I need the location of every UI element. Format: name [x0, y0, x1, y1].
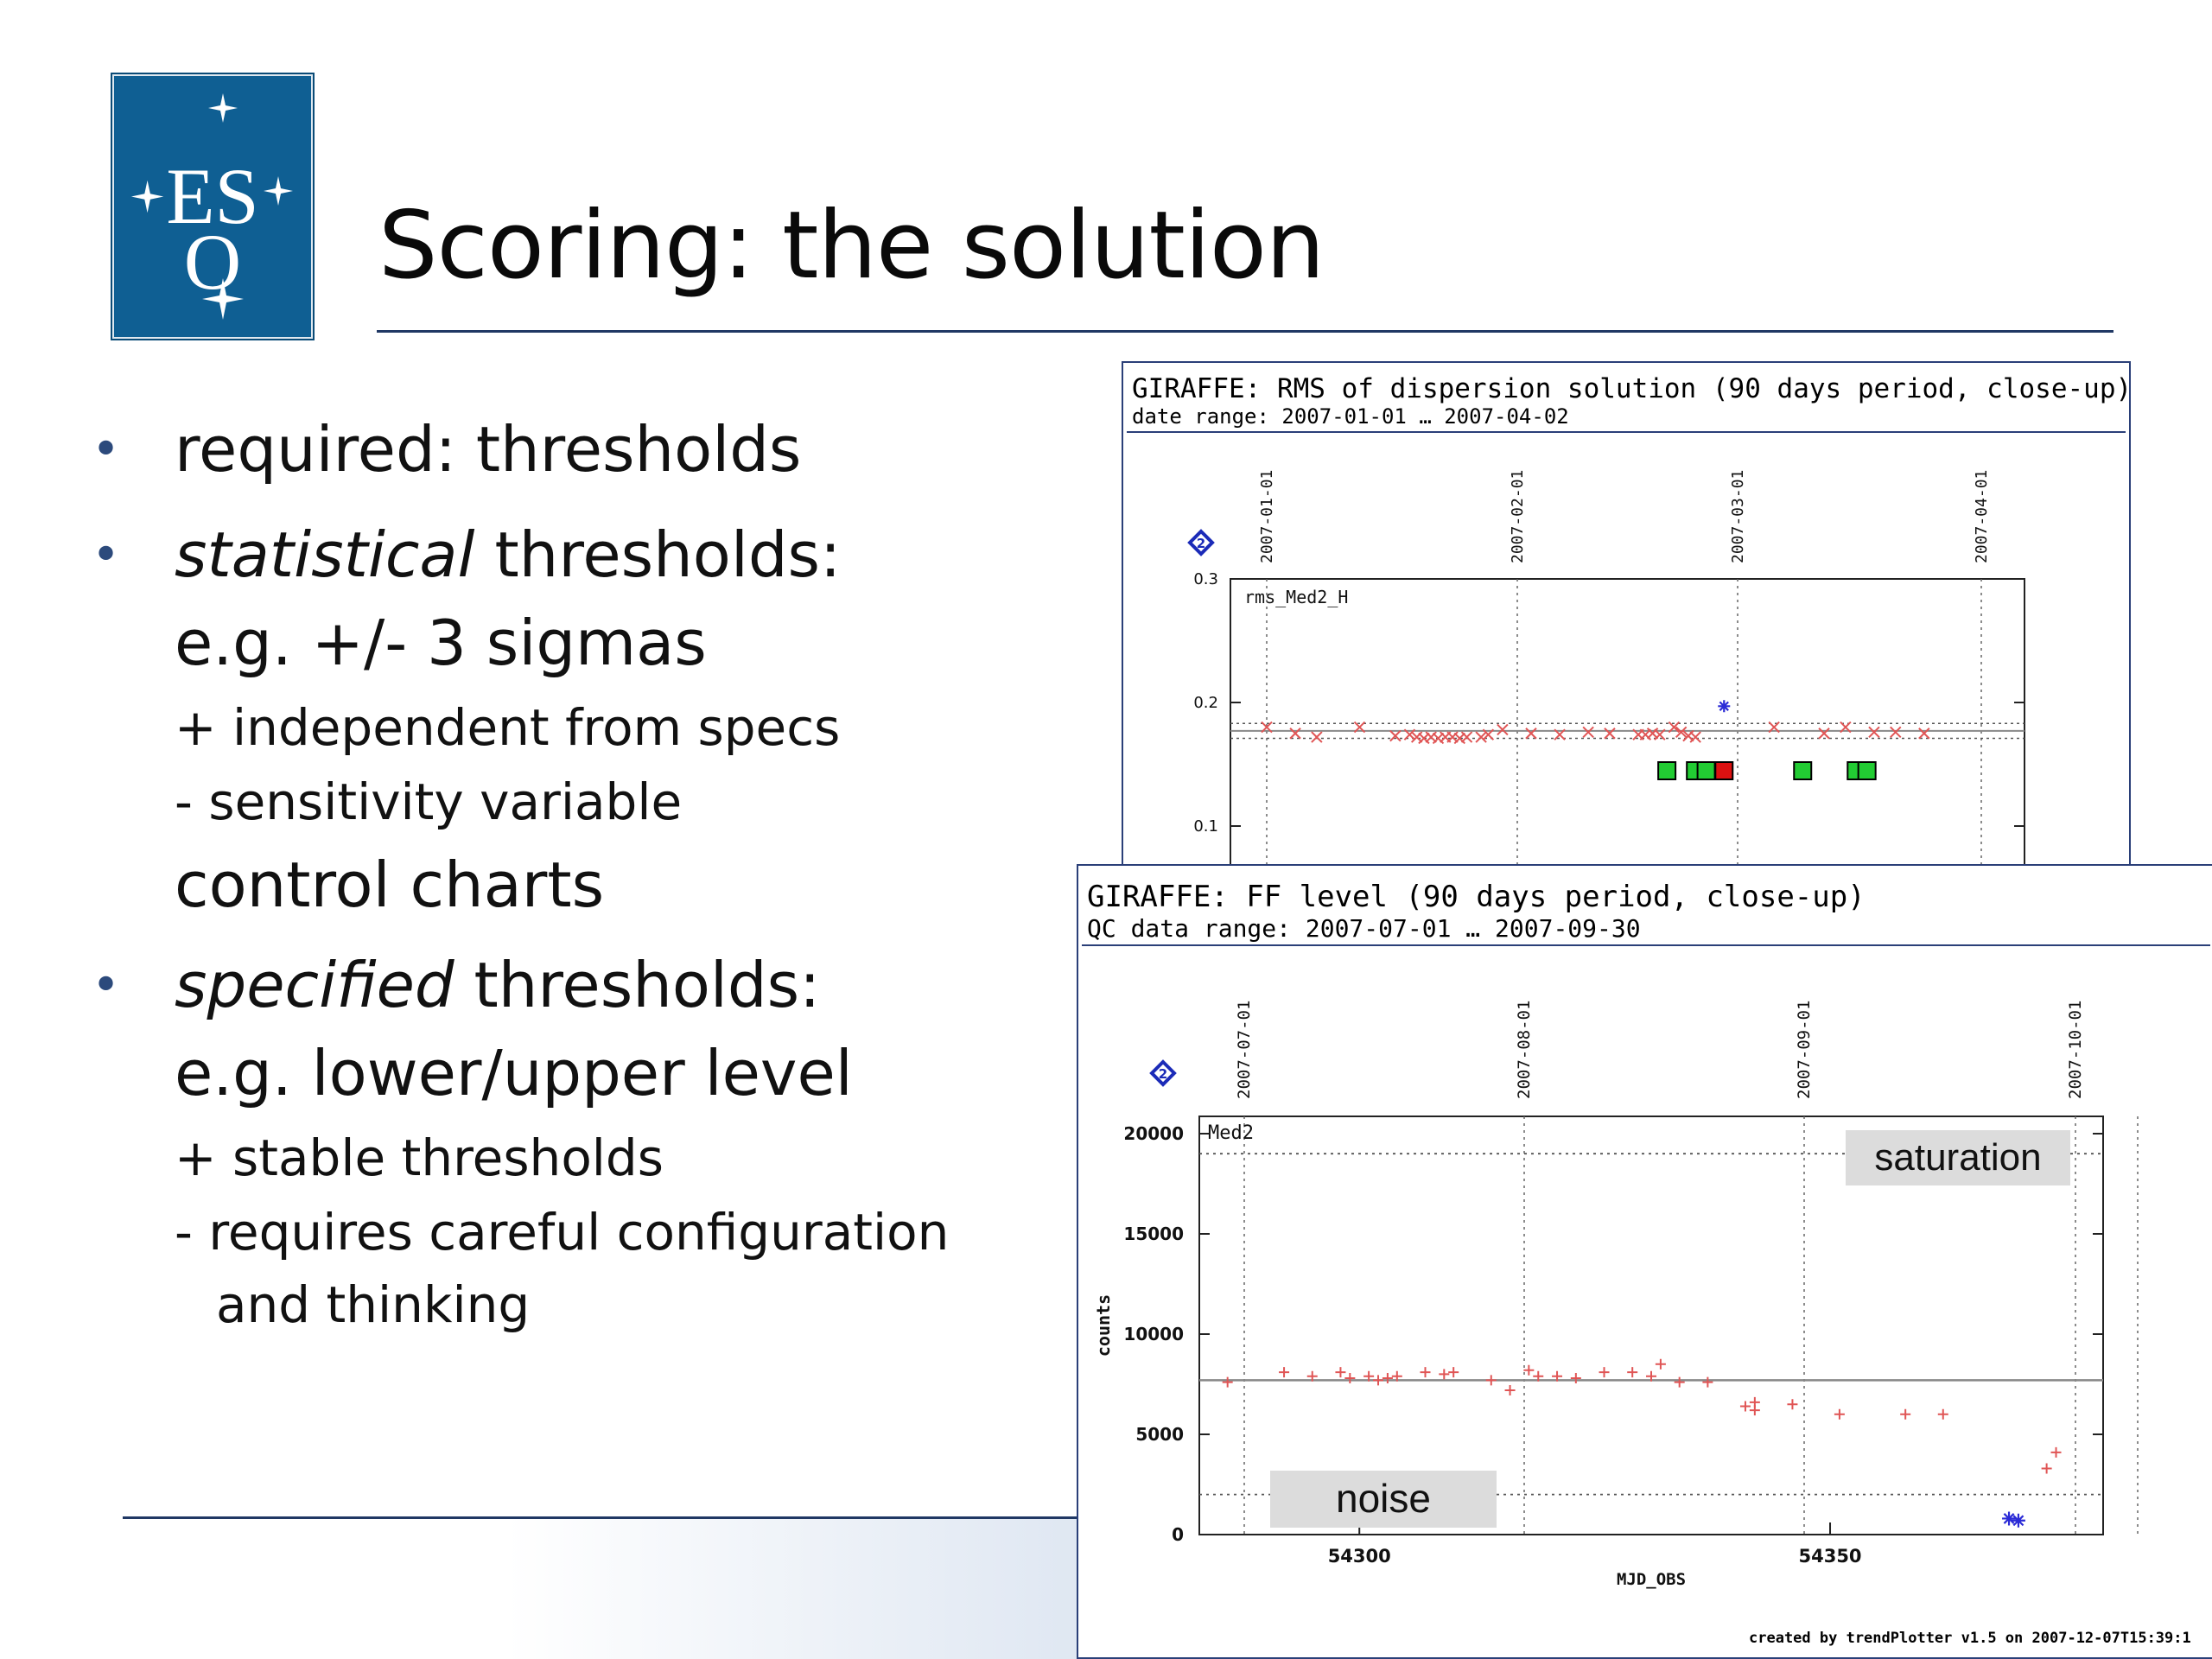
rms-score-marker — [1658, 762, 1675, 779]
rms-data-point — [1462, 732, 1472, 742]
ff-noise-label: noise — [1336, 1476, 1431, 1521]
ff-y-tick-label: 0 — [1172, 1524, 1184, 1545]
slide-title: Scoring: the solution — [378, 192, 1325, 300]
rms-y-tick-label: 0.3 — [1193, 570, 1218, 588]
ff-y-tick-label: 20000 — [1123, 1123, 1184, 1144]
ff-plot-canvas — [1078, 866, 2212, 1657]
rms-data-point — [1919, 728, 1929, 739]
bullet-3-line: + stable thresholds — [175, 1128, 664, 1187]
ff-data-point — [1834, 1409, 1845, 1420]
title-rule — [377, 330, 2113, 333]
ff-data-point — [1523, 1365, 1534, 1376]
ff-date-tick-label: 2007-09-01 — [1795, 1000, 1814, 1099]
ff-data-point — [1223, 1377, 1233, 1388]
bottom-rule — [123, 1516, 1082, 1519]
rms-info-icon-glyph: 2 — [1196, 536, 1206, 551]
ff-x-tick-label: 54350 — [1798, 1546, 1862, 1567]
bullet-2-line: control charts — [175, 849, 605, 921]
rms-date-tick-label: 2007-02-01 — [1509, 469, 1527, 563]
rms-data-point — [1290, 728, 1300, 739]
ff-y-tick-label: 10000 — [1123, 1324, 1184, 1344]
rms-date-tick-label: 2007-03-01 — [1729, 469, 1747, 563]
rms-data-point — [1526, 728, 1536, 739]
ff-data-point — [1279, 1367, 1289, 1377]
rms-plot-canvas — [1123, 363, 2129, 866]
bullet-dot: • — [92, 422, 121, 478]
ff-date-tick-label: 2007-08-01 — [1515, 1000, 1534, 1099]
rms-score-marker — [1715, 762, 1732, 779]
ff-data-point — [1448, 1367, 1459, 1377]
ff-plot-subtitle: QC data range: 2007-07-01 … 2007-09-30 — [1087, 914, 1641, 943]
ff-data-point — [1900, 1409, 1910, 1420]
ff-data-point — [2051, 1447, 2062, 1458]
ff-data-point — [1421, 1367, 1431, 1377]
ff-data-point — [1750, 1405, 1760, 1415]
bottom-gradient — [123, 1517, 1082, 1659]
ff-data-point — [1938, 1409, 1948, 1420]
ff-date-tick-label: 2007-07-01 — [1235, 1000, 1254, 1099]
rms-data-point — [1583, 727, 1593, 737]
bullet-3-line: and thinking — [216, 1275, 531, 1334]
ff-plot-title: GIRAFFE: FF level (90 days period, close-up) — [1087, 880, 1866, 914]
ff-data-point — [1486, 1375, 1497, 1385]
rms-plot — [1122, 361, 2131, 868]
bullet-3-lead-italic: specified — [175, 949, 454, 1021]
rms-y-tick-label: 0.1 — [1193, 817, 1218, 836]
bullet-3-line: - requires careful configuration — [175, 1203, 950, 1262]
ff-data-point — [1373, 1375, 1383, 1385]
bullet-1-text: required: thresholds — [175, 413, 802, 486]
rms-score-marker — [1698, 762, 1715, 779]
bullet-2-lead-italic: statistical — [175, 518, 475, 591]
ff-data-point — [1787, 1399, 1797, 1409]
rms-data-point — [1891, 727, 1901, 737]
ff-y-tick-label: 15000 — [1123, 1224, 1184, 1244]
ff-outlier-point — [2012, 1514, 2025, 1528]
bullet-2-line: + independent from specs — [175, 698, 841, 757]
ff-data-point — [1505, 1385, 1516, 1395]
bullet-3-lead-rest: thresholds: — [454, 949, 821, 1021]
ff-y-axis-label: counts — [1093, 1294, 1114, 1357]
ff-data-point — [1344, 1373, 1355, 1383]
rms-outlier-point — [1718, 700, 1730, 712]
bullet-2-line: e.g. +/- 3 sigmas — [175, 607, 707, 679]
rms-score-marker — [1859, 762, 1876, 779]
rms-data-point — [1690, 732, 1700, 742]
rms-date-tick-label: 2007-04-01 — [1973, 469, 1991, 563]
ff-data-point — [1627, 1367, 1637, 1377]
bullet-2-lead — [175, 518, 841, 591]
bullet-2-line: - sensitivity variable — [175, 772, 683, 831]
ff-data-point — [1382, 1373, 1393, 1383]
rms-panel-label: rms_Med2_H — [1244, 587, 1349, 607]
bullet-3-line: e.g. lower/upper level — [175, 1037, 853, 1109]
rms-data-point — [1869, 727, 1879, 737]
bullet-3-lead — [175, 949, 820, 1021]
logo-text: ES — [166, 152, 259, 240]
ff-data-point — [1702, 1377, 1713, 1388]
rms-score-marker — [1794, 762, 1811, 779]
ff-data-point — [1439, 1369, 1449, 1379]
bullet-dot: • — [92, 957, 121, 1014]
rms-data-point — [1819, 728, 1829, 739]
ff-x-axis-label: MJD_OBS — [1616, 1570, 1687, 1589]
bullet-dot: • — [92, 527, 121, 583]
rms-data-point — [1497, 724, 1508, 734]
ff-outlier-point — [2002, 1511, 2016, 1525]
rms-data-point — [1605, 728, 1615, 739]
rms-y-tick-label: 0.2 — [1193, 694, 1218, 712]
ff-date-tick-label: 2007-10-01 — [2066, 1000, 2085, 1099]
ff-saturation-label: saturation — [1874, 1136, 2042, 1179]
ff-panel-label: Med2 — [1208, 1122, 1254, 1144]
rms-date-tick-label: 2007-01-01 — [1258, 469, 1276, 563]
ff-y-tick-label: 5000 — [1135, 1424, 1184, 1445]
ff-info-icon-glyph: 2 — [1158, 1066, 1168, 1082]
ff-data-point — [1335, 1367, 1345, 1377]
rms-plot-frame — [1230, 579, 2024, 866]
ff-plot — [1077, 864, 2212, 1659]
svg-text:O: O — [183, 218, 242, 306]
rms-data-point — [1390, 731, 1401, 741]
rms-data-point — [1312, 732, 1322, 742]
ff-data-point — [1675, 1377, 1685, 1388]
ff-plot-footer: created by trendPlotter v1.5 on 2007-12-07T15:39:1 — [1749, 1630, 2191, 1647]
ff-x-tick-label: 54300 — [1327, 1546, 1391, 1567]
ff-data-point — [1740, 1402, 1751, 1412]
ff-data-point — [1656, 1359, 1666, 1370]
eso-logo — [111, 73, 315, 340]
rms-plot-title: GIRAFFE: RMS of dispersion solution (90 days period, close-up) — [1132, 373, 2133, 404]
ff-data-point — [1571, 1373, 1581, 1383]
ff-data-point — [1599, 1367, 1610, 1377]
bullet-2-lead-rest: thresholds: — [474, 518, 842, 591]
rms-plot-subtitle: date range: 2007-01-01 … 2007-04-02 — [1132, 404, 1569, 429]
ff-data-point — [2042, 1463, 2052, 1473]
